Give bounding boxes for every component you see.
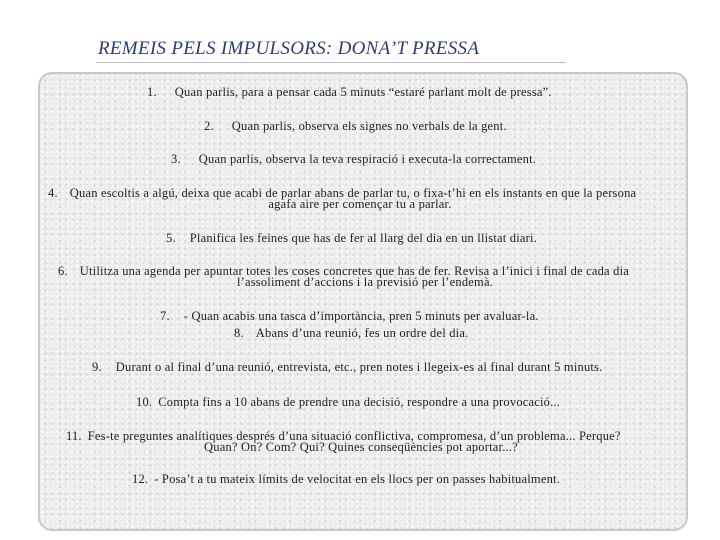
item-number: 9.: [92, 360, 102, 374]
item-number: 6.: [58, 264, 68, 278]
item-text: Planifica les feines que has de fer al llarg del dia en un llistat diari.: [189, 231, 538, 245]
item-number: 5.: [166, 231, 176, 245]
page-title: REMEIS PELS IMPULSORS: DONA’T PRESSA: [98, 38, 480, 59]
content-panel: [38, 72, 688, 531]
item-number: 3.: [171, 152, 181, 166]
list-item-7: [160, 310, 539, 322]
item-text: Fes-te preguntes analítiques després d’una situació conflictiva, compromesa, d’un problema... Perque?: [87, 429, 621, 443]
list-item-12: [132, 473, 560, 485]
list-item-3: [171, 153, 536, 165]
item-text: Quan escoltis a algú, deixa que acabi de parlar abans de parlar tu, o fixa-t’hi en els instants en que la persona: [69, 186, 637, 200]
item-number: 1.: [147, 85, 157, 99]
item-text: Durant o al final d’una reunió, entrevista, etc., pren notes i llegeix-es al final durant 5 minuts.: [115, 360, 603, 374]
item-number: 11.: [66, 429, 82, 443]
list-item-10: [136, 396, 560, 408]
list-item-6-continuation: l’assoliment d’accions i la previsió per l’endemà.: [236, 275, 494, 289]
list-item-9: [92, 361, 602, 373]
item-text: Abans d’una reunió, fes un ordre del dia.: [255, 326, 469, 340]
item-text: Compta fins a 10 abans de prendre una decisió, respondre a una provocació...: [158, 395, 561, 409]
item-text: Utilitza una agenda per apuntar totes les coses concretes que has de fer. Revisa a l’inici i final de cada dia: [79, 264, 629, 278]
list-item-11-continuation: Quan? On? Com? Qui? Quines conseqüències pot aportar...?: [204, 440, 518, 454]
item-number: 10.: [136, 395, 153, 409]
list-item-5: [166, 232, 537, 244]
item-number: 8.: [234, 326, 244, 340]
list-item-4-continuation: agafa aire per començar tu a parlar.: [268, 197, 452, 211]
item-text: - Quan acabis una tasca d’importància, pren 5 minuts per avaluar-la.: [183, 309, 539, 323]
item-text: - Posa’t a tu mateix límits de velocitat en els llocs per on passes habitualment.: [154, 472, 561, 486]
item-number: 2.: [204, 119, 214, 133]
item-text: Quan parlis, observa la teva respiració i executa-la correctament.: [198, 152, 537, 166]
item-number: 7.: [160, 309, 170, 323]
item-number: 4.: [48, 186, 58, 200]
item-text: Quan parlis, para a pensar cada 5 minuts “estaré parlant molt de pressa”.: [174, 85, 552, 99]
item-text: Quan parlis, observa els signes no verbals de la gent.: [231, 119, 507, 133]
title-underline: [96, 62, 566, 63]
list-item-8: [234, 327, 468, 339]
list-item-1: [147, 86, 552, 98]
item-number: 12.: [132, 472, 149, 486]
list-item-2: [204, 120, 507, 132]
